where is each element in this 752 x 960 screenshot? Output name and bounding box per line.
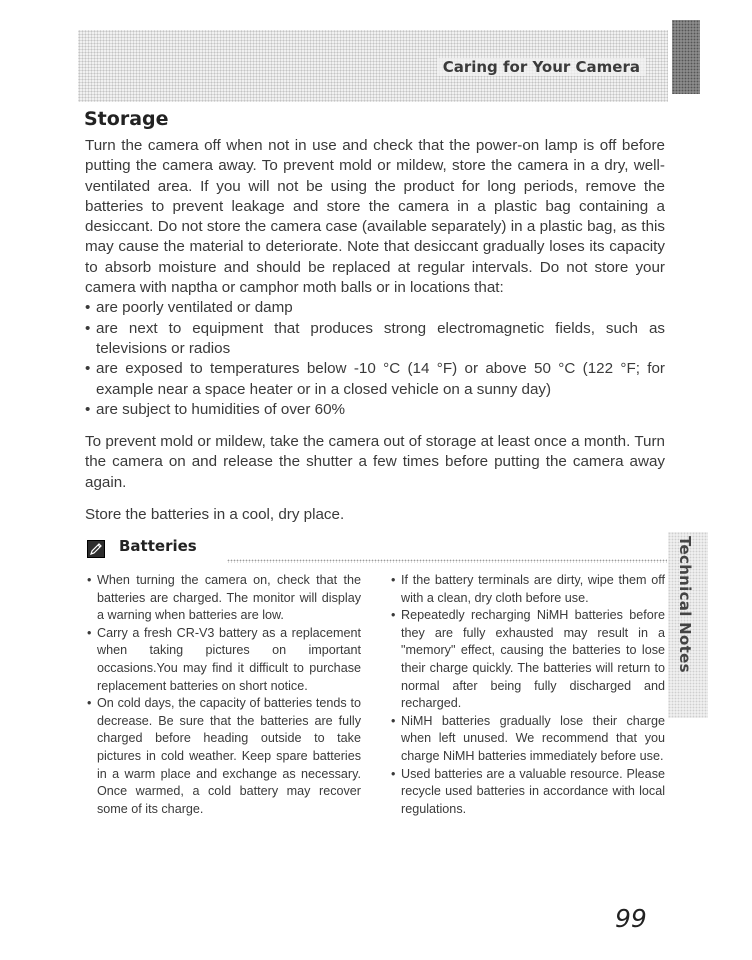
list-item: • NiMH batteries gradually lose their charge when left unused. We recommend that you charge NiMH batteries immediately before use. — [391, 713, 665, 763]
header-band — [78, 30, 668, 102]
list-item: • are subject to humidities of over 60% — [85, 400, 346, 418]
list-item: • are poorly ventilated or damp — [85, 299, 293, 317]
storage-paragraph-3: Store the batteries in a cool, dry place. — [85, 506, 345, 524]
list-item: • Carry a fresh CR-V3 battery as a replacement when taking pictures on important occasions.You may find it difficult to purchase replacement batteries on short notice. — [87, 625, 361, 693]
list-item: • Repeatedly recharging NiMH batteries before they are fully exhausted may result in a "memory" effect, causing the batteries to lose their charge quickly. The batteries will return to normal after being fully discharged and recharged. — [391, 608, 665, 711]
chapter-tab-marker — [672, 20, 700, 94]
batteries-right-column — [391, 572, 665, 818]
list-item: • When turning the camera on, check that the batteries are charged. The monitor will display a warning when batteries are low. — [87, 573, 361, 623]
storage-intro-paragraph: Turn the camera off when not in use and check that the power-on lamp is off before putting the camera away. To prevent mold or mildew, store the camera in a dry, well-ventilated area. If you will not be using the product for long periods, remove the batteries to prevent leakage and store the camera in a plastic bag containing a desiccant. Do not store the camera case (available separately) in a plastic bag, as this may cause the material to deteriorate. Note that desiccant gradually loses its capacity to absorb moisture and should be replaced at regular intervals. Do not store your camera with naptha or camphor moth balls or in locations that: — [85, 137, 665, 297]
side-tab-label: Technical Notes — [676, 536, 694, 673]
storage-body — [85, 136, 665, 525]
list-item: • Used batteries are a valuable resource. Please recycle used batteries in accordance with local regulations. — [391, 766, 665, 816]
technical-notes-tab — [668, 532, 708, 718]
batteries-title: Batteries — [119, 537, 197, 555]
storage-location-list — [85, 298, 665, 420]
batteries-left-column — [87, 572, 361, 818]
storage-paragraph-2: To prevent mold or mildew, take the camera out of storage at least once a month. Turn the camera on and release the shutter a few times before putting the camera away again. — [85, 433, 665, 491]
list-item: • are exposed to temperatures below -10 °C (14 °F) or above 50 °C (122 °F; for example near a space heater or in a closed vehicle on a sunny day) — [85, 360, 665, 398]
list-item: • are next to equipment that produces strong electromagnetic fields, such as televisions or radios — [85, 319, 665, 357]
list-item: • On cold days, the capacity of batteries tends to decrease. Be sure that the batteries are fully charged before heading outside to take pictures in cold weather. Keep spare batteries in a warm place and exchange as necessary. Once warmed, a cold battery may recover some of its charge. — [87, 696, 361, 816]
chapter-title: Caring for Your Camera — [437, 58, 646, 76]
page-number: 99 — [615, 904, 647, 933]
list-item: • If the battery terminals are dirty, wipe them off with a clean, dry cloth before use. — [391, 573, 665, 605]
divider — [227, 559, 667, 563]
note-pencil-icon — [87, 540, 105, 558]
section-title: Storage — [84, 108, 169, 130]
batteries-heading — [87, 537, 667, 563]
